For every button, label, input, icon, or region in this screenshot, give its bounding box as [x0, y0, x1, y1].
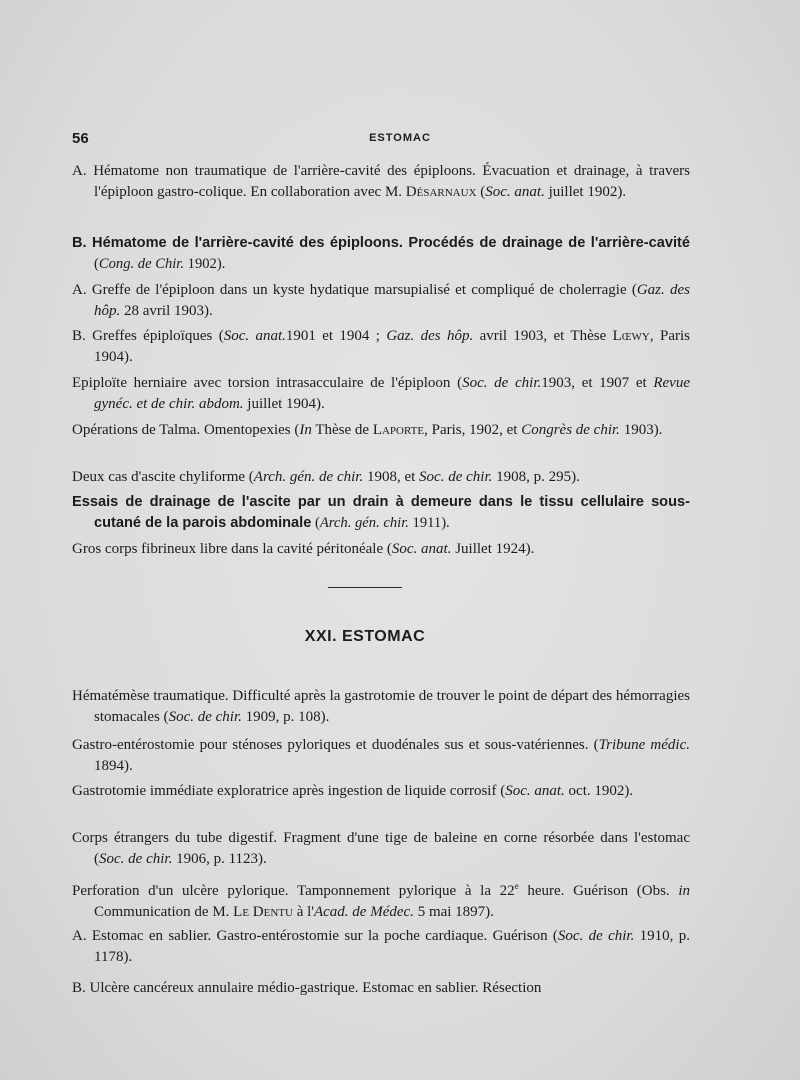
journal-title: Soc. de chir.	[557, 928, 635, 944]
bibliography-entry: B. Greffes épiploïques (Soc. anat.1901 et 1904 ; Gaz. des hôp. avril 1903, et Thèse Lœwy, Paris 1904).	[72, 328, 690, 365]
journal-title: Soc. anat.	[223, 328, 286, 344]
section-title: XXI. ESTOMAC	[304, 628, 426, 645]
bibliography-entry: Gastro-entérostomie pour sténoses pyloriques et duodénales sus et sous-vatériennes. (Tribune médic. 1894).	[72, 737, 690, 774]
journal-title: Revue gynéc. et de chir. abdom.	[94, 375, 690, 412]
bibliography-entry: Corps étrangers du tube digestif. Fragment d'une tige de baleine en corne résorbée dans l'estomac (Soc. de chir. 1906, p. 1123).	[72, 830, 690, 867]
journal-title: Soc. anat.	[505, 783, 565, 799]
superscript: e	[514, 881, 519, 891]
bibliography-entry: A. Greffe de l'épiploon dans un kyste hydatique marsupialisé et compliqué de cholerragie (Gaz. des hôp. 28 avril 1903).	[72, 282, 690, 319]
journal-title: Soc. de chir.	[99, 851, 173, 867]
author-name: Désarnaux	[405, 184, 477, 200]
bibliography-entry: Gastrotomie immédiate exploratrice après ingestion de liquide corrosif (Soc. anat. oct. 1902).	[72, 783, 634, 799]
journal-title: Tribune médic.	[598, 737, 690, 753]
journal-title: Gaz. des hôp.	[94, 282, 690, 319]
bibliography-entry: A. Estomac en sablier. Gastro-entérostomie sur la poche cardiaque. Guérison (Soc. de chir. 1910, p. 1178).	[72, 928, 690, 965]
page-number: 56	[72, 130, 89, 147]
running-head: ESTOMAC	[369, 132, 431, 144]
author-name: Lœwy	[612, 328, 650, 344]
journal-title: Gaz. des hôp.	[386, 328, 474, 344]
author-name: Laporte	[372, 422, 425, 438]
bibliography-entry: Epiploïte herniaire avec torsion intrasacculaire de l'épiploon (Soc. de chir.1903, et 1907 et Revue gynéc. et de chir. abdom. juillet 1904).	[72, 375, 690, 412]
journal-title: Soc. anat.	[391, 541, 452, 557]
bibliography-entry-highlighted: B. Hématome de l'arrière-cavité des épiploons. Procédés de drainage de l'arrière-cavité (Cong. de Chir. 1902).	[72, 235, 690, 272]
bibliography-entry: Opérations de Talma. Omentopexies (In Thèse de Laporte, Paris, 1902, et Congrès de chir. 1903).	[72, 422, 663, 438]
journal-title: Congrès de chir.	[521, 422, 620, 438]
bibliography-entry-highlighted: Essais de drainage de l'ascite par un drain à demeure dans le tissu cellulaire sous-cutané de la parois abdominale (Arch. gén. chir. 1911).	[72, 494, 690, 531]
journal-title: Acad. de Médec.	[313, 904, 414, 920]
journal-title: Cong. de Chir.	[98, 256, 185, 272]
bibliography-entry: Deux cas d'ascite chyliforme (Arch. gén. de chir. 1908, et Soc. de chir. 1908, p. 295).	[72, 469, 580, 485]
author-name: Le Dentu	[233, 904, 293, 920]
journal-title: Soc. de chir.	[168, 709, 242, 725]
bibliography-entry: Gros corps fibrineux libre dans la cavité péritonéale (Soc. anat. Juillet 1924).	[72, 541, 535, 557]
bibliography-entry: A. Hématome non traumatique de l'arrière-cavité des épiploons. Évacuation et drainage, à travers l'épiploon gastro-colique. En collaboration avec M. Désarnaux (Soc. anat. juillet 1902).	[72, 163, 690, 200]
journal-title: Soc. de chir.	[419, 469, 493, 485]
section-divider	[328, 587, 402, 588]
journal-title: Arch. gén. de chir.	[253, 469, 364, 485]
journal-title: Arch. gén. chir.	[319, 515, 409, 531]
bibliography-entry: Hématémèse traumatique. Difficulté après la gastrotomie de trouver le point de départ des hémorragies stomacales (Soc. de chir. 1909, p. 108).	[72, 688, 690, 725]
journal-title: Soc. de chir.	[462, 375, 542, 391]
bibliography-entry: B. Ulcère cancéreux annulaire médio-gastrique. Estomac en sablier. Résection	[72, 980, 542, 996]
bibliography-entry: Perforation d'un ulcère pylorique. Tamponnement pylorique à la 22e heure. Guérison (Obs. in Communication de M. Le Dentu à l'Acad. de Médec. 5 mai 1897).	[72, 881, 690, 920]
journal-title: Soc. anat.	[485, 184, 545, 200]
